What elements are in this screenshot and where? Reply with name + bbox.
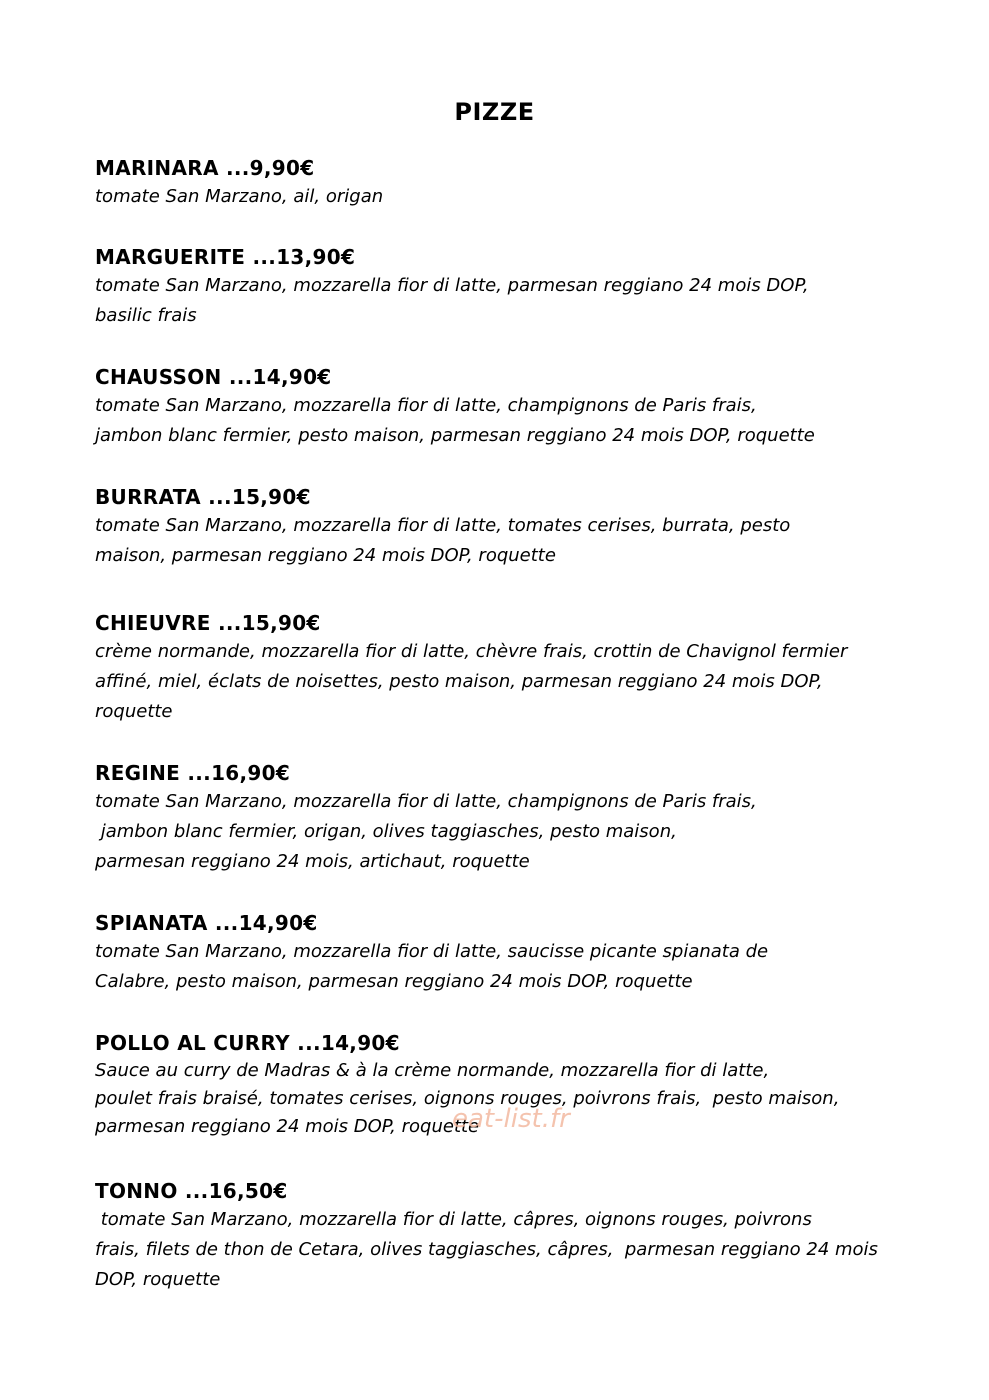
description-line: basilic frais	[95, 305, 197, 326]
menu-item-marguerite	[95, 244, 965, 331]
menu-item-heading	[95, 155, 965, 181]
watermark: eat-list.fr	[452, 1104, 570, 1134]
menu-item-tonno	[95, 1178, 965, 1295]
item-price: ...9,90€	[225, 156, 315, 180]
item-description	[95, 511, 965, 571]
menu-item-regine	[95, 760, 965, 877]
item-price: ...16,90€	[187, 761, 291, 785]
description-line: poulet frais braisé, tomates cerises, oignons rouges, poivrons frais, pesto maison,	[95, 1088, 840, 1109]
description-line: frais, filets de thon de Cetara, olives taggiasches, câpres, parmesan reggiano 24 mois	[95, 1239, 878, 1260]
description-line: tomate San Marzano, ail, origan	[95, 186, 384, 207]
item-description	[95, 787, 965, 877]
menu-item-heading	[95, 364, 965, 390]
description-line: roquette	[95, 701, 173, 722]
item-name: MARINARA	[95, 156, 219, 180]
item-description	[95, 391, 965, 451]
menu-item-heading	[95, 610, 965, 636]
item-name: MARGUERITE	[95, 245, 246, 269]
item-price: ...14,90€	[297, 1031, 400, 1055]
item-description	[95, 182, 965, 212]
item-name: TONNO	[95, 1179, 178, 1203]
description-line: tomate San Marzano, mozzarella fior di latte, câpres, oignons rouges, poivrons	[95, 1209, 812, 1230]
menu-item-heading	[95, 484, 965, 510]
item-price: ...14,90€	[228, 365, 332, 389]
description-line: DOP, roquette	[95, 1269, 221, 1290]
menu-item-spianata	[95, 910, 965, 997]
menu-item-burrata	[95, 484, 965, 571]
description-line: crème normande, mozzarella fior di latte, chèvre frais, crottin de Chavignol fermier	[95, 641, 848, 662]
menu-item-heading	[95, 910, 965, 936]
item-description	[95, 1205, 965, 1295]
item-description	[95, 937, 965, 997]
description-line: tomate San Marzano, mozzarella fior di latte, saucisse picante spianata de	[95, 941, 769, 962]
menu-item-heading	[95, 244, 965, 270]
description-line: maison, parmesan reggiano 24 mois DOP, roquette	[95, 545, 556, 566]
item-price: ...13,90€	[252, 245, 356, 269]
description-line: parmesan reggiano 24 mois DOP, roquette	[95, 1116, 480, 1137]
item-name: SPIANATA	[95, 911, 208, 935]
item-name: CHIEUVRE	[95, 611, 211, 635]
description-line: Sauce au curry de Madras & à la crème normande, mozzarella fior di latte,	[95, 1060, 770, 1081]
menu-item-marinara	[95, 155, 965, 212]
menu-item-heading	[95, 1030, 965, 1056]
description-line: jambon blanc fermier, pesto maison, parmesan reggiano 24 mois DOP, roquette	[95, 425, 815, 446]
menu-item-chieuvre	[95, 610, 965, 727]
page-title: PIZZE	[454, 98, 535, 126]
item-price: ...16,50€	[184, 1179, 288, 1203]
menu-item-heading	[95, 1178, 965, 1204]
description-line: Calabre, pesto maison, parmesan reggiano 24 mois DOP, roquette	[95, 971, 693, 992]
menu-item-heading	[95, 760, 965, 786]
item-price: ...14,90€	[214, 911, 318, 935]
description-line: tomate San Marzano, mozzarella fior di latte, tomates cerises, burrata, pesto	[95, 515, 791, 536]
description-line: affiné, miel, éclats de noisettes, pesto maison, parmesan reggiano 24 mois DOP,	[95, 671, 823, 692]
item-name: BURRATA	[95, 485, 201, 509]
menu-item-chausson	[95, 364, 965, 451]
description-line: tomate San Marzano, mozzarella fior di latte, champignons de Paris frais,	[95, 791, 757, 812]
item-name: CHAUSSON	[95, 365, 222, 389]
item-price: ...15,90€	[217, 611, 321, 635]
description-line: tomate San Marzano, mozzarella fior di latte, champignons de Paris frais,	[95, 395, 757, 416]
item-price: ...15,90€	[208, 485, 311, 509]
description-line: jambon blanc fermier, origan, olives taggiasches, pesto maison,	[95, 821, 677, 842]
description-line: tomate San Marzano, mozzarella fior di latte, parmesan reggiano 24 mois DOP,	[95, 275, 809, 296]
description-line: parmesan reggiano 24 mois, artichaut, roquette	[95, 851, 530, 872]
item-name: REGINE	[95, 761, 181, 785]
item-name: POLLO AL CURRY	[95, 1031, 290, 1055]
item-description	[95, 637, 965, 727]
item-description	[95, 271, 965, 331]
